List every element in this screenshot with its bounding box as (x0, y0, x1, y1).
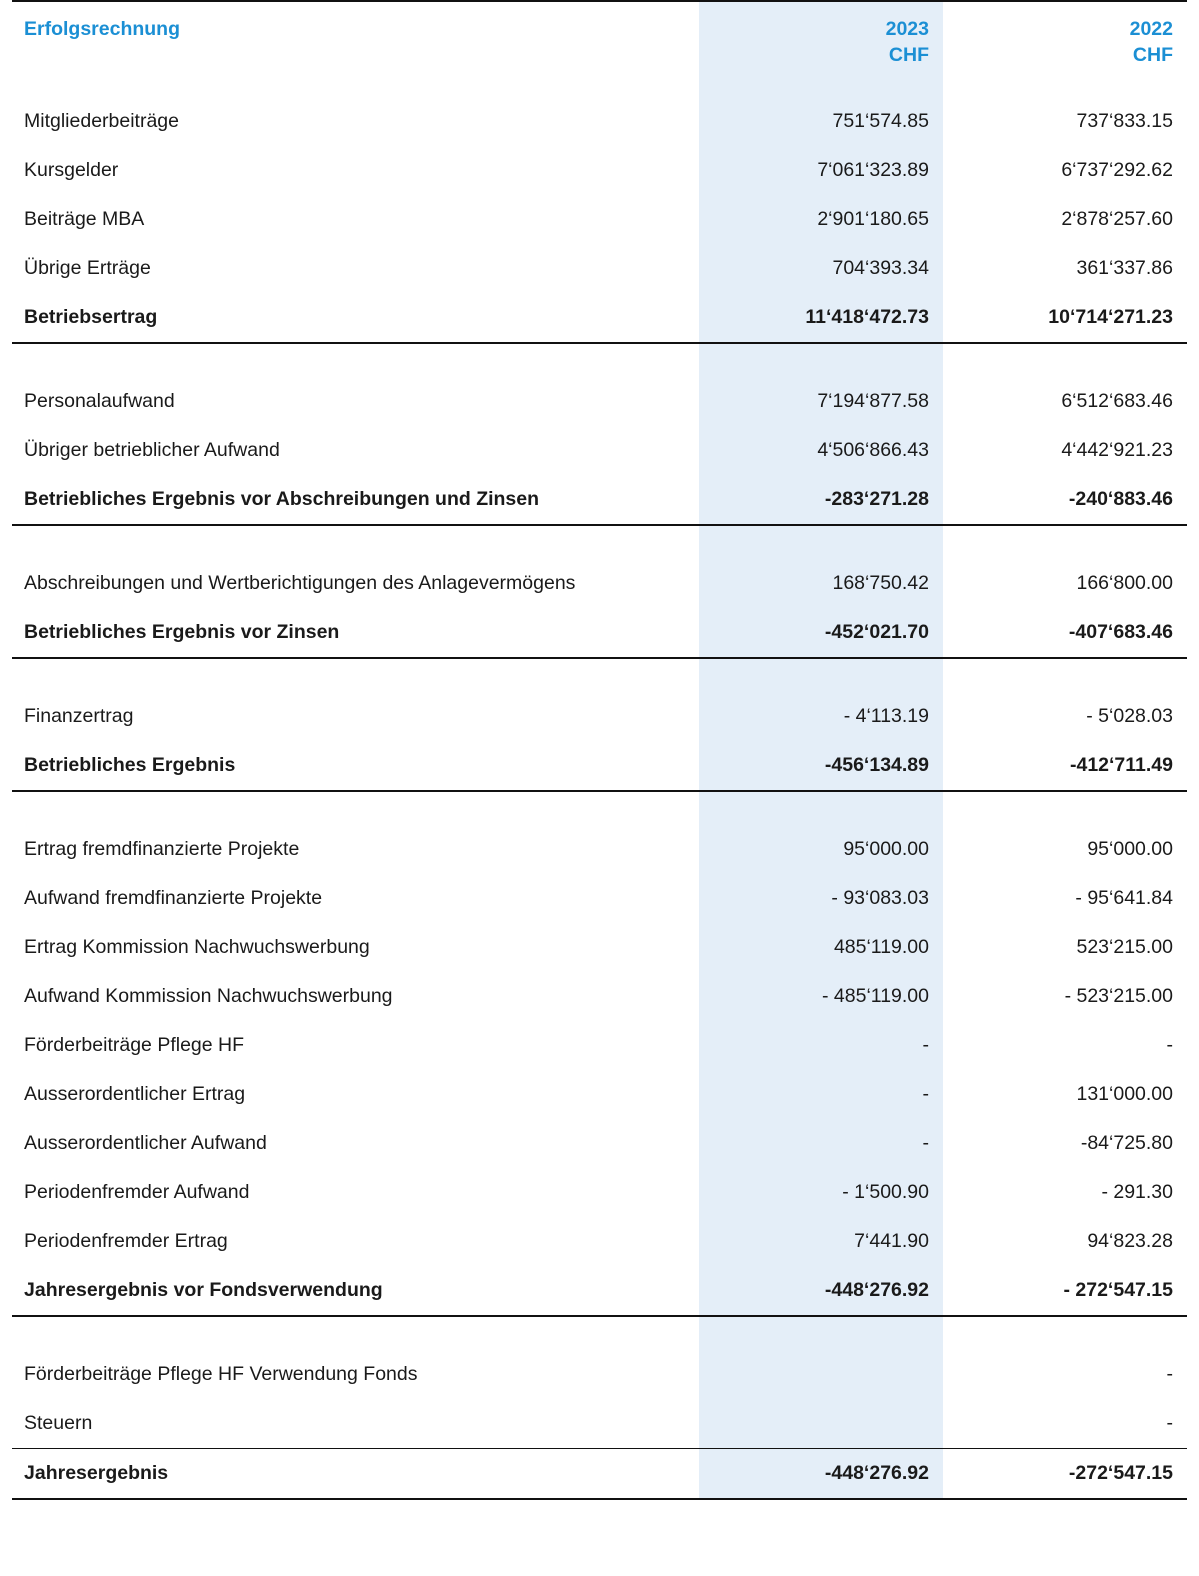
row-value-2023: - (699, 1070, 943, 1119)
row-value-2022: 166‘800.00 (1076, 572, 1173, 594)
row-label: Aufwand Kommission Nachwuchswerbung (24, 985, 393, 1007)
table-row (12, 244, 1187, 293)
row-value-2023: - 1‘500.90 (699, 1168, 943, 1217)
table-row (12, 972, 1187, 1021)
row-label: Betriebsertrag (24, 306, 158, 328)
row-value-2022: 6‘737‘292.62 (1061, 159, 1173, 181)
row-value-2022: - 272‘547.15 (1063, 1279, 1173, 1301)
statement-title: Erfolgsrechnung (24, 18, 181, 40)
table-header-row (12, 1, 1187, 75)
table-body (12, 0, 1187, 1499)
table-row-total (12, 293, 1187, 342)
section-spacer (12, 791, 1187, 825)
section-spacer (12, 525, 1187, 559)
row-value-2022: -412‘711.49 (1069, 754, 1173, 776)
row-value-2023: - 4‘113.19 (699, 692, 943, 741)
table-row (12, 1399, 1187, 1448)
row-label: Förderbeiträge Pflege HF (24, 1034, 245, 1056)
row-value-2023: 95‘000.00 (699, 825, 943, 874)
row-value-2022: 95‘000.00 (1087, 838, 1173, 860)
row-value-2022: 6‘512‘683.46 (1061, 390, 1173, 412)
column-header-2023 (699, 1, 943, 75)
table-row (12, 146, 1187, 195)
income-statement-table (12, 0, 1187, 1500)
table-row (12, 1217, 1187, 1266)
row-label: Ausserordentlicher Aufwand (24, 1132, 267, 1154)
row-label: Betriebliches Ergebnis vor Zinsen (24, 621, 340, 643)
row-value-2023: 4‘506‘866.43 (699, 426, 943, 475)
table-row-total (12, 608, 1187, 657)
row-value-2023: 7‘441.90 (699, 1217, 943, 1266)
row-label: Personalaufwand (24, 390, 175, 412)
row-value-2023: -283‘271.28 (699, 475, 943, 524)
row-value-2022: -84‘725.80 (1080, 1132, 1173, 1154)
table-row (12, 1070, 1187, 1119)
row-label: Übriger betrieblicher Aufwand (24, 439, 280, 461)
row-value-2023: -452‘021.70 (699, 608, 943, 657)
row-value-2022: 10‘714‘271.23 (1048, 306, 1173, 328)
row-label: Ertrag Kommission Nachwuchswerbung (24, 936, 370, 958)
table-row (12, 426, 1187, 475)
row-value-2023: 168‘750.42 (699, 559, 943, 608)
table-row (12, 1119, 1187, 1168)
row-value-2022: - (1166, 1363, 1173, 1385)
row-label: Aufwand fremdfinanzierte Projekte (24, 887, 323, 909)
row-value-2023: - 93‘083.03 (699, 874, 943, 923)
row-value-2023: - (699, 1021, 943, 1070)
row-value-2023: -448‘276.92 (699, 1449, 943, 1499)
table-row (12, 559, 1187, 608)
section-spacer (12, 658, 1187, 692)
section-rule (12, 1498, 1187, 1499)
table-row (12, 377, 1187, 426)
row-label: Kursgelder (24, 159, 119, 181)
currency-label-2023: CHF (888, 44, 929, 67)
currency-label-2022: CHF (1132, 44, 1173, 67)
row-label: Übrige Erträge (24, 257, 151, 279)
row-value-2023: 485‘119.00 (699, 923, 943, 972)
row-value-2022: 4‘442‘921.23 (1061, 439, 1173, 461)
year-2023-label: 2023 (885, 18, 929, 40)
section-spacer (12, 1316, 1187, 1350)
row-value-2022: - (1166, 1412, 1173, 1434)
table-row-total (12, 1449, 1187, 1499)
row-value-2023: -448‘276.92 (699, 1266, 943, 1315)
row-label: Jahresergebnis vor Fondsverwendung (24, 1279, 383, 1301)
row-label: Betriebliches Ergebnis vor Abschreibungen und Zinsen (24, 488, 540, 510)
table-row (12, 97, 1187, 146)
table-row (12, 923, 1187, 972)
row-value-2022: 361‘337.86 (1076, 257, 1173, 279)
table-row (12, 1350, 1187, 1399)
row-label: Beiträge MBA (24, 208, 145, 230)
table-row (12, 692, 1187, 741)
row-label: Betriebliches Ergebnis (24, 754, 236, 776)
table-row (12, 195, 1187, 244)
row-value-2022: -240‘883.46 (1068, 488, 1173, 510)
row-value-2023: 7‘061‘323.89 (699, 146, 943, 195)
row-value-2022: - 95‘641.84 (1075, 887, 1173, 909)
row-value-2023: 7‘194‘877.58 (699, 377, 943, 426)
table-row-total (12, 741, 1187, 790)
row-value-2022: 94‘823.28 (1087, 1230, 1173, 1252)
row-value-2022: - 523‘215.00 (1064, 985, 1173, 1007)
column-header-2022 (943, 1, 1187, 75)
row-value-2023: - 485‘119.00 (699, 972, 943, 1021)
table-row-total (12, 475, 1187, 524)
row-value-2022: - 291.30 (1101, 1181, 1173, 1203)
row-label: Periodenfremder Ertrag (24, 1230, 228, 1252)
row-value-2023 (699, 1399, 943, 1448)
row-value-2022: -407‘683.46 (1068, 621, 1173, 643)
row-value-2022: 131‘000.00 (1076, 1083, 1173, 1105)
table-row (12, 825, 1187, 874)
row-value-2023: -456‘134.89 (699, 741, 943, 790)
row-value-2022: -272‘547.15 (1068, 1462, 1173, 1484)
row-value-2022: 523‘215.00 (1076, 936, 1173, 958)
row-label: Ertrag fremdfinanzierte Projekte (24, 838, 300, 860)
row-value-2023: 11‘418‘472.73 (699, 293, 943, 342)
row-label: Jahresergebnis (24, 1462, 169, 1484)
row-label: Ausserordentlicher Ertrag (24, 1083, 246, 1105)
row-value-2022: - (1166, 1034, 1173, 1056)
row-value-2022: - 5‘028.03 (1086, 705, 1173, 727)
table-row (12, 1168, 1187, 1217)
row-label: Förderbeiträge Pflege HF Verwendung Fonds (24, 1363, 418, 1385)
row-label: Periodenfremder Aufwand (24, 1181, 250, 1203)
row-label: Steuern (24, 1412, 93, 1434)
row-label: Finanzertrag (24, 705, 134, 727)
row-label: Mitgliederbeiträge (24, 110, 180, 132)
row-value-2023: - (699, 1119, 943, 1168)
year-2022-label: 2022 (1129, 18, 1173, 40)
section-spacer (12, 343, 1187, 377)
table-row (12, 1021, 1187, 1070)
table-row (12, 874, 1187, 923)
row-value-2022: 2‘878‘257.60 (1061, 208, 1173, 230)
table-row-total (12, 1266, 1187, 1315)
row-value-2022: 737‘833.15 (1076, 110, 1173, 132)
row-label: Abschreibungen und Wertberichtigungen des Anlagevermögens (24, 572, 576, 594)
row-value-2023 (699, 1350, 943, 1399)
header-spacer-row (12, 75, 1187, 97)
row-value-2023: 2‘901‘180.65 (699, 195, 943, 244)
row-value-2023: 751‘574.85 (699, 97, 943, 146)
row-value-2023: 704‘393.34 (699, 244, 943, 293)
